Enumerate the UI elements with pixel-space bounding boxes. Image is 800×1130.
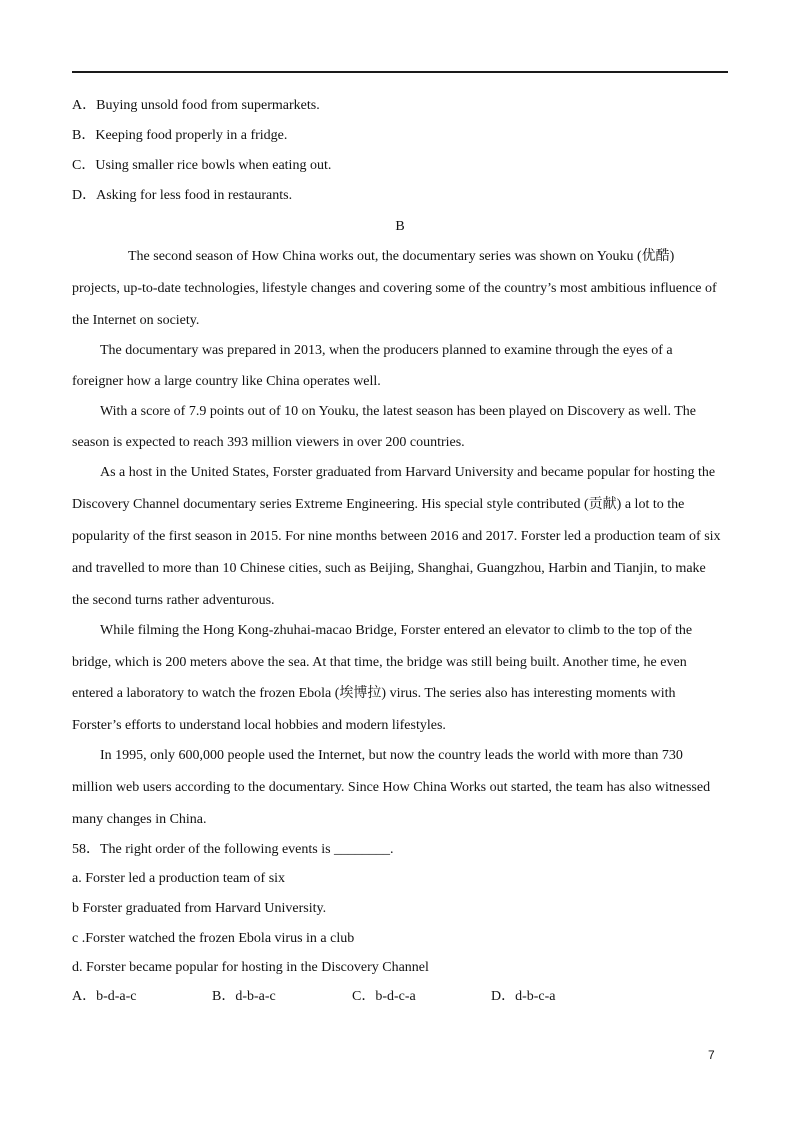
page-number: 7 (708, 1048, 715, 1062)
prev-option-b: B．Keeping food properly in a fridge. (72, 128, 288, 143)
question-event-b: b Forster graduated from Harvard University. (72, 901, 327, 916)
answer-choice-d: D．d-b-c-a (491, 989, 556, 1004)
passage-line: The documentary was prepared in 2013, when the producers planned to examine through the eyes of a (100, 343, 673, 358)
question-stem: 58．The right order of the following events is ________. (72, 842, 394, 857)
passage-line: popularity of the first season in 2015. For nine months between 2016 and 2017. Forster led a production team of six (72, 529, 721, 544)
passage-line: season is expected to reach 393 million viewers in over 200 countries. (72, 435, 465, 450)
passage-line: foreigner how a large country like China operates well. (72, 374, 381, 389)
header-rule (72, 71, 728, 73)
prev-option-d: D．Asking for less food in restaurants. (72, 188, 293, 203)
section-label: B (395, 219, 405, 234)
question-event-c: c .Forster watched the frozen Ebola virus in a club (72, 931, 355, 946)
passage-line: The second season of How China works out, the documentary series was shown on Youku (优酷) (128, 249, 675, 264)
passage-line: As a host in the United States, Forster graduated from Harvard University and became popular for hosting the (100, 465, 716, 480)
prev-option-a: A．Buying unsold food from supermarkets. (72, 98, 320, 113)
question-event-d: d. Forster became popular for hosting in the Discovery Channel (72, 960, 429, 975)
passage-line: million web users according to the documentary. Since How China Works out started, the team has also witnessed (72, 780, 711, 795)
passage-line: entered a laboratory to watch the frozen Ebola (埃博拉) virus. The series also has interesting moments with (72, 686, 676, 701)
passage-line: the second turns rather adventurous. (72, 593, 275, 608)
passage-line: Discovery Channel documentary series Extreme Engineering. His special style contributed (贡献) a lot to the (72, 497, 685, 512)
answer-choice-c: C．b-d-c-a (352, 989, 416, 1004)
prev-option-c: C．Using smaller rice bowls when eating out. (72, 158, 332, 173)
answer-choice-b: B．d-b-a-c (212, 989, 276, 1004)
question-event-a: a. Forster led a production team of six (72, 871, 286, 886)
passage-line: bridge, which is 200 meters above the sea. At that time, the bridge was still being built. Another time, he even (72, 655, 687, 670)
passage-line: With a score of 7.9 points out of 10 on Youku, the latest season has been played on Discovery as well. The (100, 404, 697, 419)
passage-line: and travelled to more than 10 Chinese cities, such as Beijing, Shanghai, Guangzhou, Harbin and Tianjin, to make (72, 561, 706, 576)
passage-line: While filming the Hong Kong-zhuhai-macao Bridge, Forster entered an elevator to climb to the top of the (100, 623, 693, 638)
passage-line: projects, up-to-date technologies, lifestyle changes and covering some of the country’s most ambitious influence of (72, 281, 717, 296)
answer-choice-a: A．b-d-a-c (72, 989, 137, 1004)
passage-line: Forster’s efforts to understand local hobbies and modern lifestyles. (72, 718, 446, 733)
passage-line: many changes in China. (72, 812, 207, 827)
passage-line: In 1995, only 600,000 people used the Internet, but now the country leads the world with more than 730 (100, 748, 683, 763)
passage-line: the Internet on society. (72, 313, 200, 328)
